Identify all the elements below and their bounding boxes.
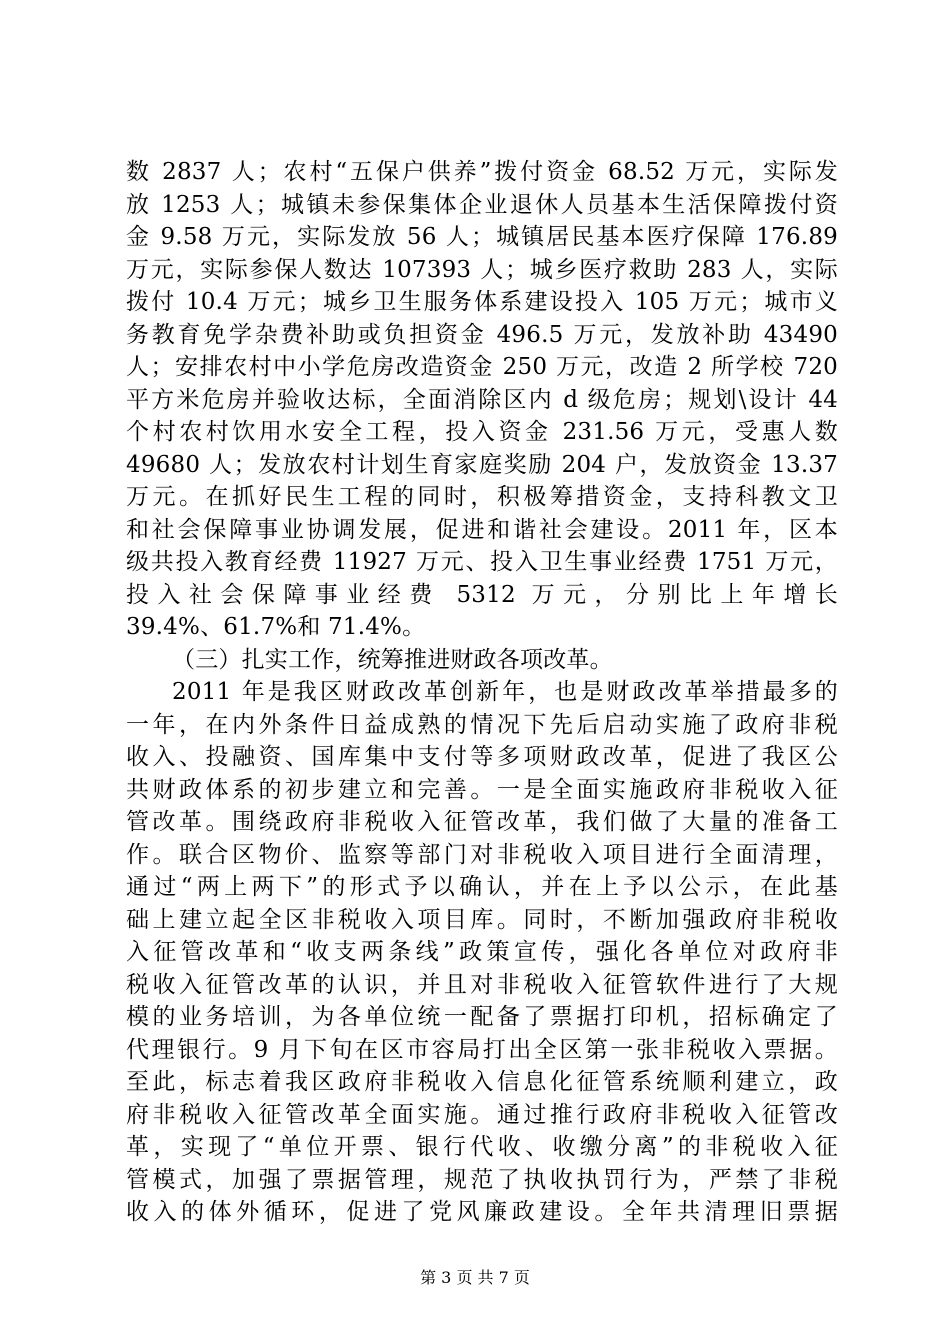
text-line: 作。联合区物价、监察等部门对非税收入项目进行全面清理， bbox=[126, 841, 838, 868]
text-line: 个村农村饮用水安全工程，投入资金 231.56 万元，受惠人数 bbox=[126, 419, 838, 445]
section-heading: （三）扎实工作，统筹推进财政各项改革。 bbox=[172, 646, 613, 673]
text-line: 级共投入教育经费 11927 万元、投入卫生事业经费 1751 万元， bbox=[126, 549, 838, 575]
text-line: 一年，在内外条件日益成熟的情况下先后启动实施了政府非税 bbox=[126, 711, 838, 738]
text-line: 府非税收入征管改革全面实施。通过推行政府非税收入征管改 bbox=[126, 1101, 838, 1128]
text-line: 平方米危房并验收达标，全面消除区内 d 级危房；规划\设计 44 bbox=[126, 386, 838, 413]
text-line: 数 2837 人；农村“五保户供养”拨付资金 68.52 万元，实际发 bbox=[126, 159, 838, 185]
text-line: 模的业务培训，为各单位统一配备了票据打印机，招标确定了 bbox=[126, 1004, 838, 1030]
text-line: 管模式，加强了票据管理，规范了执收执罚行为，严禁了非税 bbox=[126, 1166, 838, 1193]
text-line: 拨付 10.4 万元；城乡卫生服务体系建设投入 105 万元；城市义 bbox=[126, 289, 838, 315]
text-line: 收入的体外循环，促进了党风廉政建设。全年共清理旧票据 bbox=[126, 1199, 838, 1225]
text-line: 管改革。围绕政府非税收入征管改革，我们做了大量的准备工 bbox=[126, 809, 838, 835]
text-line: 金 9.58 万元，实际发放 56 人；城镇居民基本医疗保障 176.89 bbox=[126, 224, 838, 250]
text-line: 税收入征管改革的认识，并且对非税收入征管软件进行了大规 bbox=[126, 971, 838, 998]
page-footer: 第 3 页 共 7 页 bbox=[420, 1268, 530, 1287]
text-line: 代理银行。9 月下旬在区市容局打出全区第一张非税收入票据。 bbox=[126, 1036, 838, 1063]
text-line: 收入、投融资、国库集中支付等多项财政改革，促进了我区公 bbox=[126, 744, 838, 770]
body-text bbox=[126, 156, 838, 1229]
text-line: 万元，实际参保人数达 107393 人；城乡医疗救助 283 人，实际 bbox=[126, 256, 838, 283]
text-line: 万元。在抓好民生工程的同时，积极筹措资金，支持科教文卫 bbox=[126, 484, 838, 510]
text-line: 放 1253 人；城镇未参保集体企业退休人员基本生活保障拨付资 bbox=[126, 191, 838, 218]
text-line: 务教育免学杂费补助或负担资金 496.5 万元，发放补助 43490 bbox=[126, 321, 838, 348]
text-line: 共财政体系的初步建立和完善。一是全面实施政府非税收入征 bbox=[126, 776, 838, 803]
text-line: 39.4%、61.7%和 71.4%。 bbox=[126, 614, 426, 640]
text-line: 2011 年是我区财政改革创新年，也是财政改革举措最多的 bbox=[172, 679, 838, 705]
text-line: 至此，标志着我区政府非税收入信息化征管系统顺利建立，政 bbox=[126, 1069, 838, 1095]
text-line: 49680 人；发放农村计划生育家庭奖励 204 户，发放资金 13.37 bbox=[126, 451, 838, 478]
text-line: 和社会保障事业协调发展，促进和谐社会建设。2011 年，区本 bbox=[126, 516, 838, 543]
text-line: 人；安排农村中小学危房改造资金 250 万元，改造 2 所学校 720 bbox=[126, 354, 838, 380]
text-line: 投入社会保障事业经费 5312 万元，分别比上年增长 bbox=[126, 581, 838, 608]
text-line: 革，实现了“单位开票、银行代收、收缴分离”的非税收入征 bbox=[126, 1134, 838, 1160]
text-line: 础上建立起全区非税收入项目库。同时，不断加强政府非税收 bbox=[126, 906, 838, 933]
text-line: 通过“两上两下”的形式予以确认，并在上予以公示，在此基 bbox=[126, 874, 838, 900]
text-line: 入征管改革和“收支两条线”政策宣传，强化各单位对政府非 bbox=[126, 939, 838, 965]
